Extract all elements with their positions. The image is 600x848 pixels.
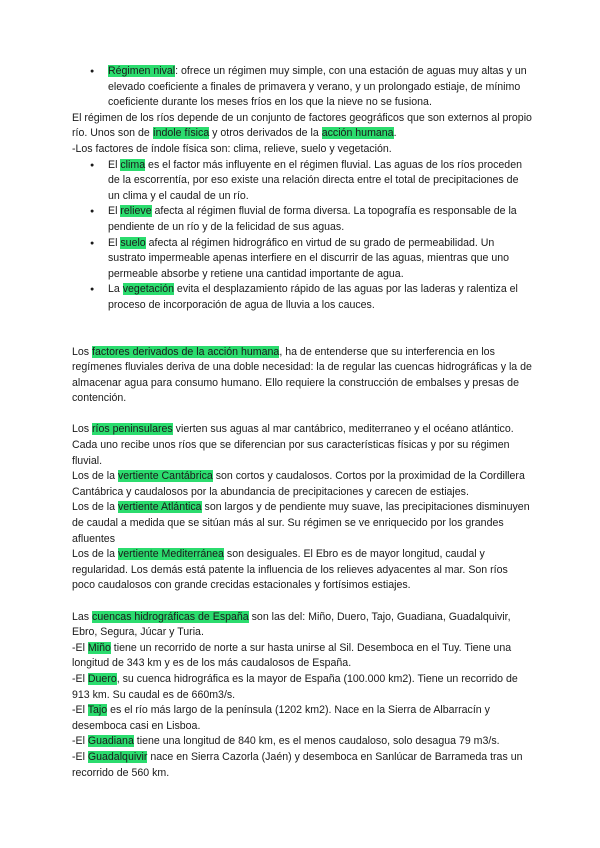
highlight-term: clima xyxy=(120,158,146,171)
paragraph-cantabrica: Los de la vertiente Cantábrica son cortos y caudalosos. Cortos por la proximidad de la Cordillera Cantábrica y caudalosos por la abundancia de precipitaciones y carecen de estiajes. xyxy=(72,470,525,498)
highlight-term: ríos peninsulares xyxy=(92,423,173,436)
regimen-list xyxy=(72,64,532,111)
physical-factors-list xyxy=(72,158,532,314)
list-item: ● El suelo afecta al régimen hidrográfico en virtud de su grado de permeabilidad. Un sustrato impermeable apenas interfiere en el discurrir de las aguas, mientras que uno permeable absorbe y retiene una cantidad importante de agua. xyxy=(108,236,532,283)
river-tajo: -El Tajo es el río más largo de la península (1202 km2). Nace en la Sierra de Albarracín y desemboca casi en Lisboa. xyxy=(72,704,490,732)
paragraph-atlantica: Los de la vertiente Atlántica son largos y de pendiente muy suave, las precipitaciones disminuyen de caudal a medida que se sitúan más al sur. Su régimen se ve enriquecido por los grandes afluentes xyxy=(72,501,530,545)
highlight-term: acción humana xyxy=(321,127,394,140)
paragraph-cuencas: Las cuencas hidrográficas de España son las del: Miño, Duero, Tajo, Guadiana, Guadalquivir, Ebro, Segura, Júcar y Turia. xyxy=(72,610,511,639)
river-mino: -El Miño tiene un recorrido de norte a sur hasta unirse al Sil. Desemboca en el Tuy. Tiene una longitud de 343 km y es de los más caudalosos de España. xyxy=(72,641,512,670)
list-item: ● El relieve afecta al régimen fluvial de forma diversa. La topografía es responsable de la pendiente de un río y de la felicidad de sus aguas. xyxy=(108,204,532,235)
river-guadiana: -El Guadiana tiene una longitud de 840 km, es el menos caudaloso, solo desagua 79 m3/s. xyxy=(72,735,500,748)
highlight-term: suelo xyxy=(120,236,146,249)
highlight-term: Tajo xyxy=(87,704,108,717)
highlight-term: Guadalquivir xyxy=(87,750,148,763)
paragraph-mediterranea: Los de la vertiente Mediterránea son desiguales. El Ebro es de mayor longitud, caudal y regularidad. Los demás está patente la influencia de los relieves adyacentes al mar. Son ríos poco caudalosos con grande crecidas estacionales y fortísimos estiajes. xyxy=(72,548,508,592)
highlight-term: vegetación xyxy=(122,283,174,296)
highlight-term: Guadiana xyxy=(87,735,134,748)
highlight-term: índole física xyxy=(152,127,210,140)
paragraph-human-factors: Los factores derivados de la acción humana, ha de entenderse que su interferencia en los regímenes fluviales deriva de una doble necesidad: la de regular las cuencas hidrográficas y la de almacenar agua para consumo humano. Ello requiere la construcción de embalses y presas de contención. xyxy=(72,345,532,405)
paragraph-physical-factors: -Los factores de índole física son: clima, relieve, suelo y vegetación. xyxy=(72,142,392,155)
list-item: ● El clima es el factor más influyente en el régimen fluvial. Las aguas de los ríos proceden de la escorrentía, por eso existe una relación directa entre el total de precipitaciones de un clima y el caudal de un río. xyxy=(108,158,532,205)
highlight-term: factores derivados de la acción humana xyxy=(92,345,280,358)
highlight-term: cuencas hidrográficas de España xyxy=(92,610,249,623)
highlight-term: vertiente Mediterránea xyxy=(117,548,224,561)
highlight-term: Miño xyxy=(87,641,111,654)
list-item: ● La vegetación evita el desplazamiento rápido de las aguas por las laderas y ralentiza el proceso de incorporación de agua de lluvia a los cauces. xyxy=(108,282,532,313)
highlight-term: vertiente Cantábrica xyxy=(117,470,213,483)
highlight-term: relieve xyxy=(120,205,152,218)
highlight-term: vertiente Atlántica xyxy=(117,501,202,514)
list-item: ● Régimen nival: ofrece un régimen muy simple, con una estación de aguas muy altas y un elevado coeficiente a finales de primavera y verano, y un prolongado estiaje, de mínimo coeficiente durante los meses fríos en los que la nieve no se fusiona. xyxy=(108,64,532,111)
river-duero: -El Duero, su cuenca hidrográfica es la mayor de España (100.000 km2). Tiene un recorrido de 913 km. Su caudal es de 660m3/s. xyxy=(72,672,518,701)
paragraph-factors: El régimen de los ríos depende de un conjunto de factores geográficos que son externos al propio río. Unos son de índole física y otros derivados de la acción humana. xyxy=(72,111,532,140)
highlight-term: Duero xyxy=(87,672,117,685)
river-guadalquivir: -El Guadalquivir nace en Sierra Cazorla (Jaén) y desemboca en Sanlúcar de Barrameda tras un recorrido de 560 km. xyxy=(72,750,523,779)
paragraph-peninsular-rivers: Los ríos peninsulares vierten sus aguas al mar cantábrico, mediterraneo y el océano atlántico. Cada uno recibe unos ríos que se diferencian por sus características físicas y por su régimen fluvial. xyxy=(72,423,514,467)
highlight-term: Régimen nival xyxy=(108,65,176,77)
document-page xyxy=(72,64,532,781)
